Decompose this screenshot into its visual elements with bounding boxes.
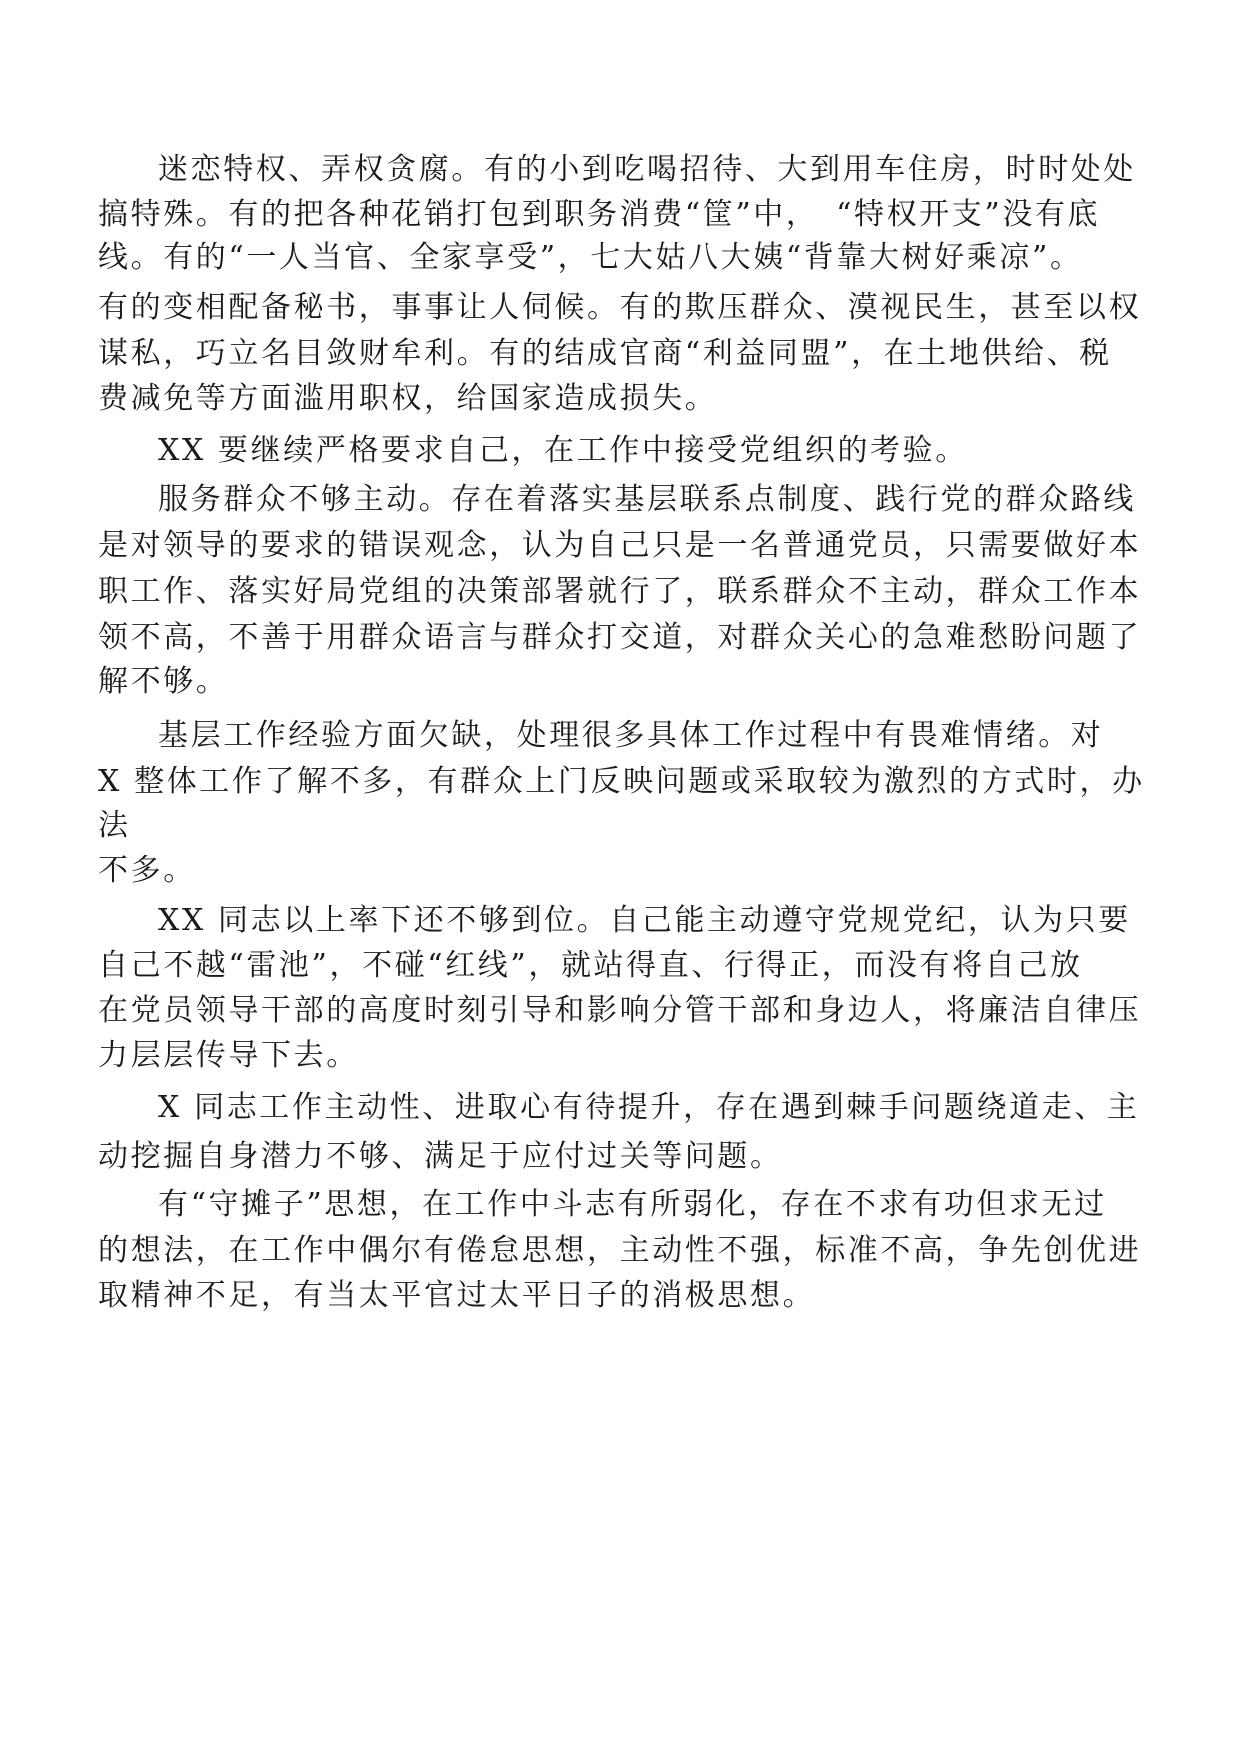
paragraph-5-line-4: 力层层传导下去。 xyxy=(98,1038,359,1073)
paragraph-3-line-2: 是对领导的要求的错误观念，认为自己只是一名普通党员，只需要做好本 xyxy=(98,528,1142,563)
paragraph-1-line-1: 迷恋特权、弄权贪腐。有的小到吃喝招待、大到用车住房，时时处处 xyxy=(158,152,1136,187)
paragraph-1-line-2: 搞特殊。有的把各种花销打包到职务消费“筐”中， “特权开支”没有底 xyxy=(98,197,1101,232)
paragraph-5-line-2: 自己不越“雷池”，不碰“红线”，就站得直、行得正，而没有将自己放 xyxy=(98,948,1083,983)
paragraph-4-line-2: X 整体工作了解不多，有群众上门反映问题或采取较为激烈的方式时，办 xyxy=(98,764,1145,799)
paragraph-5-line-3: 在党员领导干部的高度时刻引导和影响分管干部和身边人，将廉洁自律压 xyxy=(98,993,1142,1028)
paragraph-3-line-5: 解不够。 xyxy=(98,664,229,699)
paragraph-5-line-1: XX 同志以上率下还不够到位。自己能主动遵守党规党纪，认为只要 xyxy=(158,903,1131,938)
paragraph-6-line-2: 动挖掘自身潜力不够、满足于应付过关等问题。 xyxy=(98,1139,783,1174)
paragraph-7-line-1: 有“守摊子”思想，在工作中斗志有所弱化，存在不求有功但求无过 xyxy=(158,1187,1107,1222)
paragraph-1-line-6: 费减免等方面滥用职权，给国家造成损失。 xyxy=(98,381,718,416)
paragraph-7-line-3: 取精神不足，有当太平官过太平日子的消极思想。 xyxy=(98,1278,816,1313)
paragraph-4-line-1: 基层工作经验方面欠缺，处理很多具体工作过程中有畏难情绪。对 xyxy=(158,718,1104,753)
paragraph-4-line-3: 法 xyxy=(98,808,131,843)
paragraph-3-line-3: 职工作、落实好局党组的决策部署就行了，联系群众不主动，群众工作本 xyxy=(98,574,1142,609)
paragraph-6-line-1: X 同志工作主动性、进取心有待提升，存在遇到棘手问题绕道走、主 xyxy=(158,1090,1140,1125)
paragraph-3-line-4: 领不高，不善于用群众语言与群众打交道，对群众关心的急难愁盼问题了 xyxy=(98,620,1142,655)
paragraph-3-line-1: 服务群众不够主动。存在着落实基层联系点制度、践行党的群众路线 xyxy=(158,482,1136,517)
paragraph-1-line-5: 谋私，巧立名目敛财牟利。有的结成官商“利益同盟”，在土地供给、税 xyxy=(98,336,1112,371)
paragraph-1-line-3: 线。有的“一人当官、全家享受”，七大姑八大姨“背靠大树好乘凉”。 xyxy=(98,240,1083,275)
paragraph-2-line-1: XX 要继续严格要求自己，在工作中接受党组织的考验。 xyxy=(158,433,968,468)
paragraph-7-line-2: 的想法，在工作中偶尔有倦怠思想，主动性不强，标准不高，争先创优进 xyxy=(98,1233,1142,1268)
paragraph-4-line-4: 不多。 xyxy=(98,853,196,888)
paragraph-1-line-4: 有的变相配备秘书，事事让人伺候。有的欺压群众、漠视民生，甚至以权 xyxy=(98,290,1142,325)
